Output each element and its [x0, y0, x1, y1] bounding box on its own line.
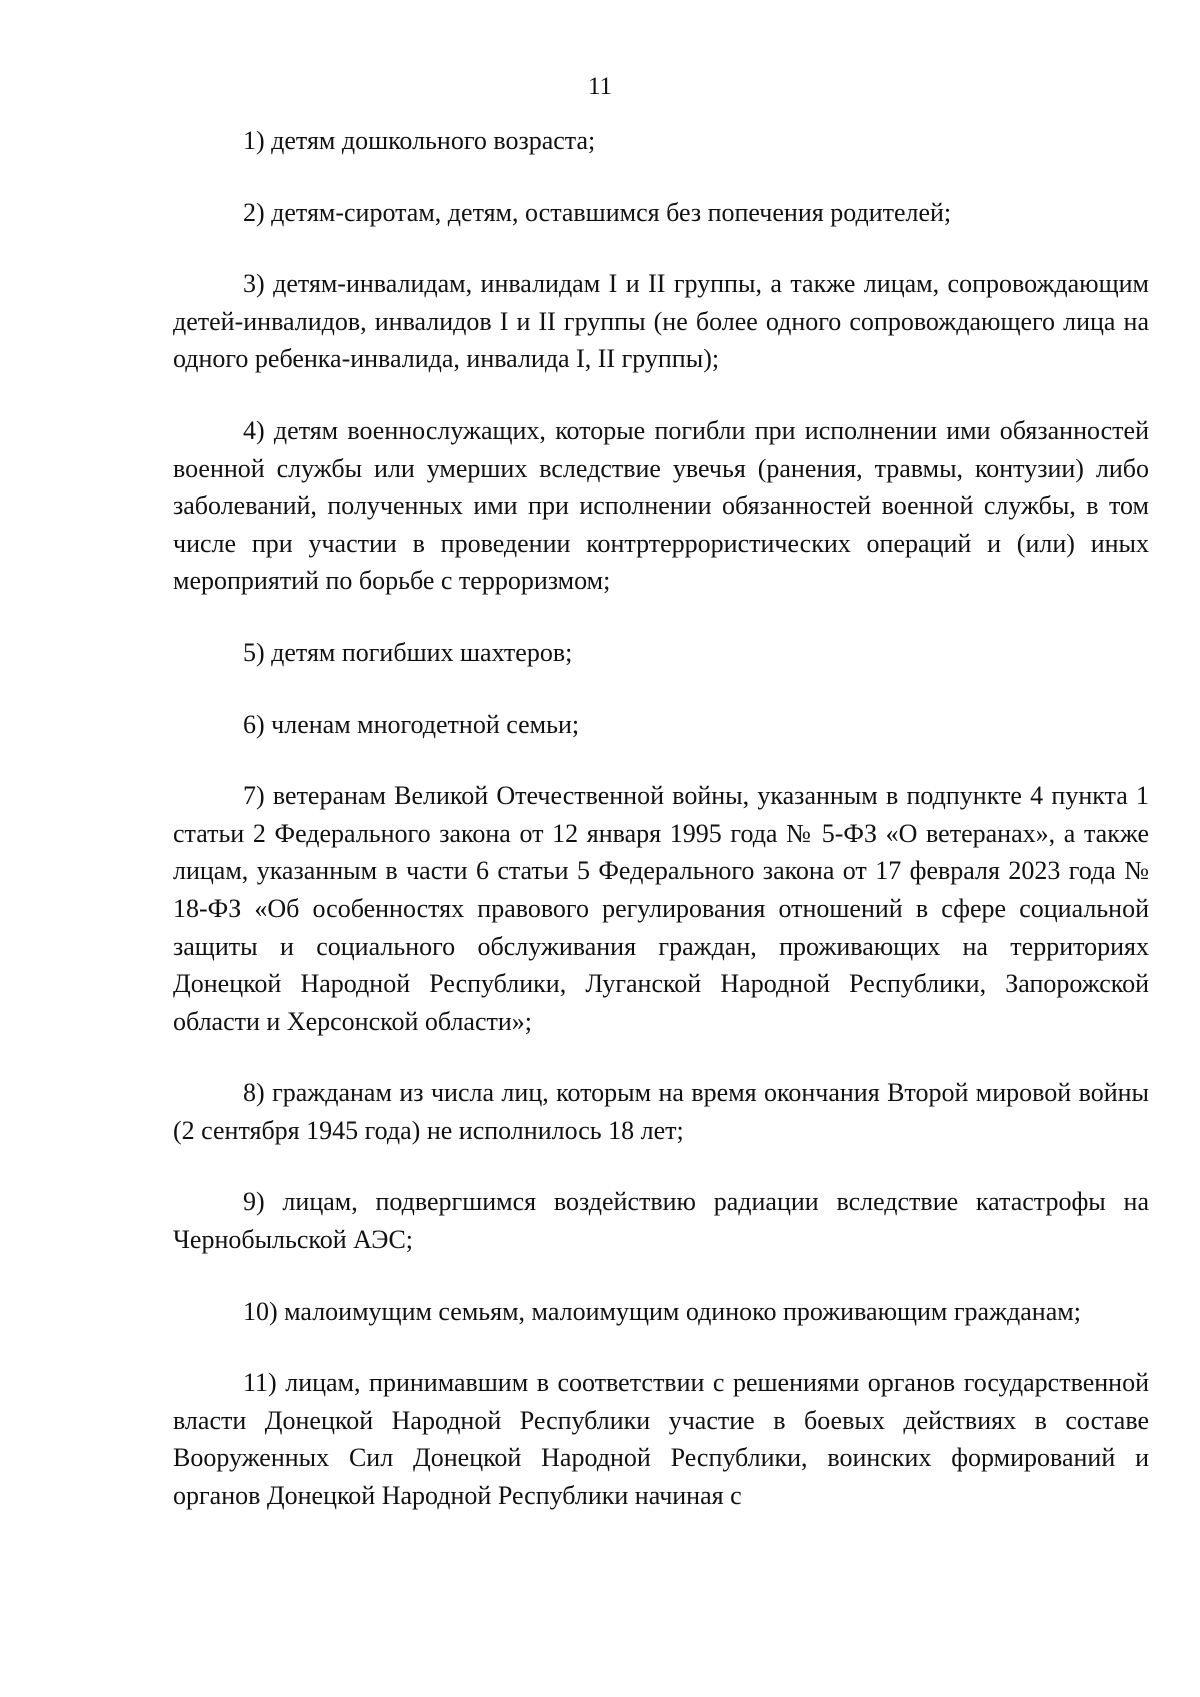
list-item-1: 1) детям дошкольного возраста; [243, 126, 596, 155]
page-number: 11 [587, 73, 613, 100]
document-body [173, 122, 1149, 1549]
list-item-2: 2) детям-сиротам, детям, оставшимся без попечения родителей; [243, 197, 952, 227]
list-item-11: 11) лицам, принимавшим в соответствии с решениями органов государственной власти Донецкой Народной Республики участие в боевых действиях в составе Вооруженных Сил Донецкой Народной Республики, воинских формирований и органов Донецкой Народной Республики начиная с [173, 1368, 1149, 1511]
list-item-3: 3) детям-инвалидам, инвалидам I и II группы, а также лицам, сопровождающим детей-инвалидов, инвалидов I и II группы (не более одного сопровождающего лица на одного ребенка-инвалида, инвалида I, II группы); [173, 269, 1149, 374]
list-item-7: 7) ветеранам Великой Отечественной войны, указанным в подпункте 4 пункта 1 статьи 2 Федерального закона от 12 января 1995 года № 5-ФЗ «О ветеранах», а также лицам, указанным в части 6 статьи 5 Федерального закона от 17 февраля 2023 года № 18-ФЗ «Об особенностях правового регулирования отношений в сфере социальной защиты и социального обслуживания граждан, проживающих на территориях Донецкой Народной Республики, Луганской Народной Республики, Запорожской области и Херсонской области»; [173, 781, 1149, 1036]
list-item-6: 6) членам многодетной семьи; [243, 709, 580, 739]
list-item-4: 4) детям военнослужащих, которые погибли при исполнении ими обязанностей военной службы или умерших вследствие увечья (ранения, травмы, контузии) либо заболеваний, полученных ими при исполнении обязанностей военной службы, в том числе при участии в проведении контртеррористических операций и (или) иных мероприятий по борьбе с терроризмом; [173, 415, 1149, 596]
list-item-9: 9) лицам, подвергшимся воздействию радиации вследствие катастрофы на Чернобыльской АЭС; [173, 1187, 1149, 1255]
list-item-10: 10) малоимущим семьям, малоимущим одиноко проживающим гражданам; [243, 1296, 1081, 1326]
list-item-5: 5) детям погибших шахтеров; [243, 637, 573, 667]
list-item-8: 8) гражданам из числа лиц, которым на время окончания Второй мировой войны (2 сентября 1945 года) не исполнилось 18 лет; [173, 1078, 1149, 1145]
